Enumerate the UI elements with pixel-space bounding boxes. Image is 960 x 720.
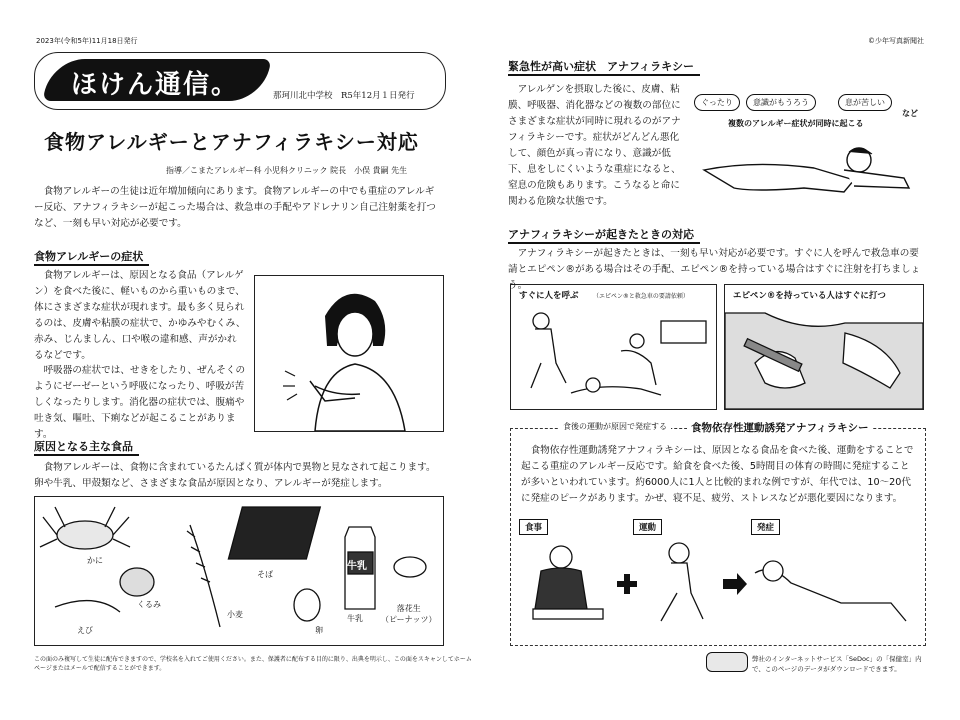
causes-text: 食物アレルギーは、食物に含まれているたんぱく質が体内で異物と見なされて起こります。卵や牛乳、甲殻類など、さまざまな食品が原因となり、アレルギーが発症します。 <box>34 462 436 489</box>
foods-illustration <box>34 496 444 646</box>
bubble-limp: ぐったり <box>694 94 740 111</box>
exercise-text: 食物依存性運動誘発アナフィラキシーは、原因となる食品を食べた後、運動をすることで起こる重症のアレルギー反応です。給食を食べた後、5時間目の体育の時間に発症することが多いといわれています。約6000人に1人と比較的まれな例ですが、年代では、10～20代に発症のピークがあります。かぜ、寝不足、疲労、ストレスなどが悪化要因になります。 <box>521 445 914 504</box>
itchy-girl-illustration <box>254 275 444 432</box>
exercise-subheading: 食後の運動が原因で発症する <box>559 421 671 432</box>
food-label-milk: 牛乳 <box>347 614 363 623</box>
supervisor-credit: 指導／こまたアレルギー科 小児科クリニック 院長 小俣 貴嗣 先生 <box>166 166 408 175</box>
food-label-wheat: 小麦 <box>227 610 243 619</box>
bubble-breathing: 息が苦しい <box>838 94 892 111</box>
call-help-subtitle: （エピペン®と救急車の要請依頼） <box>593 293 689 300</box>
footer-copy-note: この面のみ複写して生徒に配布できますので、学校名を入れてご使用ください。また、保護者に配布する目的に限り、出典を明示し、この面をスキャンしてホームページまたはメールで配信することができます。 <box>34 656 472 672</box>
food-label-egg: 卵 <box>315 626 323 635</box>
milk-carton-label: 牛乳 <box>347 561 367 572</box>
food-label-walnut: くるみ <box>137 600 161 609</box>
section-heading-causes: 原因となる主な食品 <box>34 438 139 456</box>
footer-download-note: 弊社のインターネットサービス「SeDoc」の「保健室」内で、このページのデータがダウンロードできます。 <box>752 655 922 673</box>
epipen-panel <box>724 284 924 410</box>
bubble-etc: など <box>902 109 918 118</box>
section-heading-response: アナフィラキシーが起きたときの対応 <box>508 226 700 244</box>
urgent-text: アレルゲンを摂取した後に、皮膚、粘膜、呼吸器、消化器などの複数の部位にさまざまな症状が同時に現れるのがアナフィラキシーです。症状がどんどん悪化して、顔色が真っ青になり、意識が低下、息をしにくいような重症になると、窒息の危険もあります。こうなると命に関わる危険な状態です。 <box>508 84 681 207</box>
page-title: 食物アレルギーとアナフィラキシー対応 <box>44 130 419 154</box>
step-label-eating: 食事 <box>519 519 548 535</box>
sedoc-logo-icon <box>706 652 748 672</box>
urgent-caption: 複数のアレルギー症状が同時に起こる <box>728 119 864 128</box>
exercise-anaphylaxis-box <box>510 422 926 646</box>
food-label-soba: そば <box>257 570 273 579</box>
step-label-exercise: 運動 <box>633 519 662 535</box>
food-label-crab: かに <box>87 556 103 565</box>
collapsed-person-illustration <box>694 88 924 198</box>
epipen-title: エピペン®を持っている人はすぐに打つ <box>733 291 886 301</box>
intro-text: 食物アレルギーの生徒は近年増加傾向にあります。食物アレルギーの中でも重症のアレルギー反応、アナフィラキシーが起こった場合は、救急車の手配やアドレナリン自己注射薬を打つなど、一刻も早い対応が必要です。 <box>34 186 436 229</box>
newsletter-logo: ほけん通信。 <box>71 70 240 100</box>
call-help-panel <box>510 284 717 410</box>
symptoms-text-2: 呼吸器の症状では、せきをしたり、ぜんそくのようにゼーゼーという呼吸になったり、呼吸が苦しくなったりします。消化器の症状では、腹痛や吐き気、嘔吐、下痢などが起こることがあります。 <box>34 365 246 440</box>
exercise-heading: 食物依存性運動誘発アナフィラキシー <box>687 420 873 435</box>
food-label-peanut: 落花生 （ピーナッツ） <box>381 604 437 624</box>
bubble-dizzy: 意識がもうろう <box>746 94 816 111</box>
food-label-shrimp: えび <box>77 626 93 635</box>
step-label-onset: 発症 <box>751 519 780 535</box>
publisher: ©少年写真新聞社 <box>868 37 924 45</box>
call-help-title: すぐに人を呼ぶ <box>519 291 579 301</box>
masthead <box>34 52 446 110</box>
response-text: アナフィラキシーが起きたときは、一刻も早い対応が必要です。すぐに人を呼んで救急車の要請とエピペン®がある場合はその手配、エピペン®を持っている場合はすぐに注射を打ちましょう。 <box>508 248 921 291</box>
section-heading-urgent: 緊急性が高い症状 アナフィラキシー <box>508 58 700 76</box>
section-heading-symptoms: 食物アレルギーの症状 <box>34 248 149 266</box>
symptoms-text-1: 食物アレルギーは、原因となる食品（アレルゲン）を食べた後に、軽いものから重いものまで、体にさまざまな症状が現れます。最も多く見られるのは、皮膚や粘膜の症状で、かゆみやむくみ、赤み、じんましん、口や喉の違和感、声がかれるなどです。 <box>34 270 246 361</box>
issue-date: 2023年(令和5年)11月18日発行 <box>36 37 138 45</box>
school-name: 那珂川北中学校 R5年12月１日発行 <box>273 91 415 101</box>
